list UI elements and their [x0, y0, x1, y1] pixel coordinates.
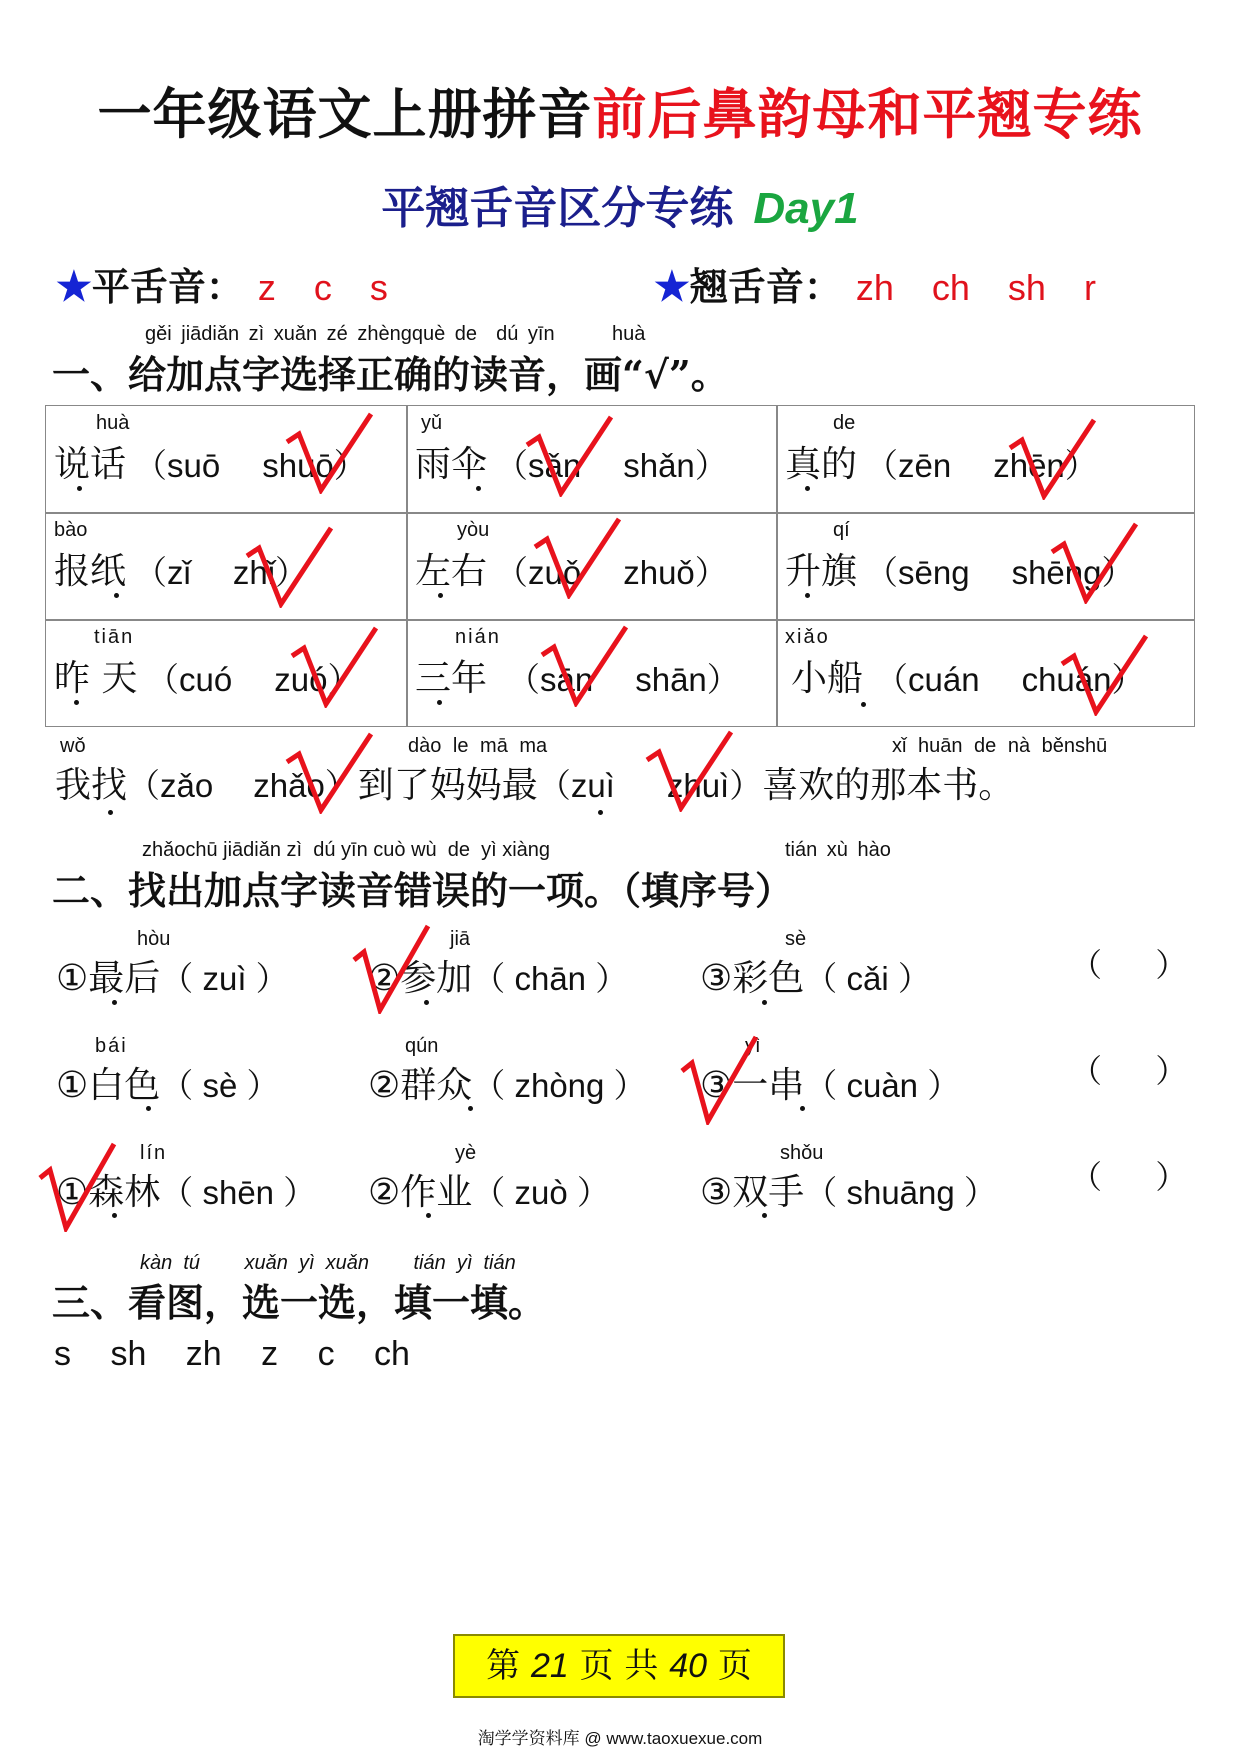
section2-pinyin-2: tián xù hào — [785, 839, 891, 861]
cell-word: 左右 — [415, 551, 488, 592]
cell-options: （zǐ zhǐ） — [134, 554, 309, 591]
section2-pinyin: zhǎochū jiādiǎn zì dú yīn cuò wù de yì xiàng — [142, 839, 551, 861]
cell-pinyin: huà — [96, 412, 130, 434]
option-1[interactable]: sǎn — [528, 447, 582, 484]
option-1[interactable]: zǐ — [167, 554, 191, 591]
category-label: 翘舌音： — [689, 264, 842, 309]
cell-word: 说话 — [54, 444, 127, 485]
cell-word: 昨 天 — [54, 658, 138, 699]
item-pinyin: yè — [455, 1142, 477, 1164]
category-flat-tongue — [56, 256, 388, 311]
star-icon: ★ — [56, 263, 92, 310]
page-indicator: 第 21 页 共 40 页 — [453, 1634, 785, 1698]
check-mark-icon — [285, 732, 375, 814]
sentence-pinyin-a: wǒ — [60, 735, 86, 757]
cell-options: （cuán chuán） — [875, 661, 1145, 698]
check-mark-icon — [285, 412, 375, 494]
cell-pinyin: nián — [455, 626, 501, 648]
question-item: ③彩色（ cǎi ） — [700, 958, 931, 999]
item-pinyin: lín — [140, 1142, 168, 1164]
option-1[interactable]: zuì — [570, 767, 615, 804]
item-pinyin: qún — [405, 1035, 439, 1057]
section3-pinyin: kàn tú xuǎn yì xuǎn tián yì tián — [140, 1252, 516, 1274]
table-cell — [46, 513, 406, 619]
option-2[interactable]: shuō — [262, 447, 334, 484]
title-black-part: 一年级语文上册拼音 — [97, 82, 593, 146]
day-label: Day1 — [753, 184, 859, 233]
cell-word: 三年 — [415, 658, 488, 699]
letter-options: s sh zh z c ch — [54, 1335, 410, 1373]
cell-pinyin: yòu — [457, 519, 490, 541]
cell-options: （sēng shēng） — [865, 554, 1135, 591]
category-values: z c s — [257, 267, 388, 308]
question-item: ③双手（ shuāng ） — [700, 1172, 997, 1213]
option-2[interactable]: chuán — [1021, 661, 1112, 698]
check-mark-icon — [245, 526, 335, 608]
option-2[interactable]: zhǎo — [253, 767, 325, 804]
cell-pinyin: yǔ — [421, 412, 443, 434]
cell-word: 雨伞 — [415, 444, 488, 485]
star-icon: ★ — [654, 263, 690, 310]
table-cell — [777, 406, 1195, 512]
option-2[interactable]: zhuì — [666, 767, 730, 804]
option-2[interactable]: zhēn — [993, 447, 1065, 484]
check-mark-icon — [680, 1035, 760, 1125]
cell-options: （sān shān） — [507, 661, 740, 698]
item-pinyin: hòu — [137, 928, 171, 950]
category-label: 平舌音： — [91, 264, 244, 309]
cell-options: （sǎn shǎn） — [495, 447, 728, 484]
cell-word: 真的 — [785, 444, 858, 485]
check-mark-icon — [1050, 522, 1140, 604]
question-item: ①森林（ shēn ） — [56, 1172, 317, 1213]
check-mark-icon — [290, 626, 380, 708]
check-mark-icon — [645, 730, 735, 812]
total-pages: 40 — [669, 1647, 708, 1685]
check-mark-icon — [1060, 634, 1150, 716]
cell-pinyin: qí — [833, 519, 850, 541]
option-1[interactable]: cuán — [908, 661, 980, 698]
page-title — [0, 72, 1240, 149]
cell-pinyin: xiǎo — [785, 626, 830, 648]
sentence-pinyin-b: dào le mā ma — [408, 735, 548, 757]
current-page: 21 — [530, 1647, 569, 1685]
option-1[interactable]: sān — [540, 661, 594, 698]
sentence-word-b: 到了妈妈最 — [357, 765, 538, 806]
page-subtitle — [0, 172, 1240, 236]
check-mark-icon — [1008, 418, 1098, 500]
category-retroflex — [654, 256, 1096, 311]
question-item: ②群众（ zhòng ） — [368, 1065, 647, 1106]
answer-blank[interactable]: （ ） — [1070, 947, 1188, 983]
option-1[interactable]: zuǒ — [528, 554, 582, 591]
section2-heading: 二、找出加点字读音错误的一项。（填序号） — [52, 868, 794, 913]
option-2[interactable]: zhuǒ — [623, 554, 695, 591]
question-item: ③一串（ cuàn ） — [700, 1065, 961, 1106]
subtitle-text: 平翘舌音区分专练 — [381, 183, 734, 234]
cell-options: （zēn zhēn） — [865, 447, 1098, 484]
cell-pinyin: bào — [54, 519, 88, 541]
sentence-word-c: 喜欢的那本书。 — [762, 765, 1015, 806]
option-1[interactable]: zēn — [898, 447, 952, 484]
question-item: ②作业（ zuò ） — [368, 1172, 610, 1213]
item-pinyin: yì — [745, 1035, 761, 1057]
cell-options: （zuǒ zhuǒ） — [495, 554, 728, 591]
answer-blank[interactable]: （ ） — [1070, 1053, 1188, 1089]
option-2[interactable]: shēng — [1011, 554, 1102, 591]
cell-options: （suō shuō） — [134, 447, 367, 484]
option-2[interactable]: shān — [635, 661, 707, 698]
answer-blank[interactable]: （ ） — [1070, 1159, 1188, 1195]
option-1[interactable]: sēng — [898, 554, 970, 591]
option-2[interactable]: zuó — [274, 661, 328, 698]
check-mark-icon — [533, 517, 623, 599]
check-mark-icon — [540, 625, 630, 707]
item-pinyin: shǒu — [780, 1142, 824, 1164]
cell-word: 升旗 — [785, 551, 858, 592]
sentence-word-a: 我找 — [55, 765, 128, 806]
cell-pinyin: de — [833, 412, 856, 434]
section3-heading: 三、看图，选一选，填一填。 — [52, 1280, 547, 1325]
option-1[interactable]: zǎo — [160, 767, 214, 804]
item-pinyin: bái — [95, 1035, 128, 1057]
question-item: ②参加（ chān ） — [368, 958, 629, 999]
question-item: ①最后（ zuì ） — [56, 958, 289, 999]
cell-word: 报纸 — [54, 551, 127, 592]
cell-options: （cuó zuó） — [146, 661, 361, 698]
option-2[interactable]: zhǐ — [232, 554, 276, 591]
option-1[interactable]: suō — [167, 447, 221, 484]
item-pinyin: jiā — [450, 928, 471, 950]
check-mark-icon — [352, 924, 432, 1014]
footer-watermark: 淘学学资料库 @ www.taoxuexue.com — [477, 1729, 763, 1748]
option-1[interactable]: cuó — [179, 661, 233, 698]
sentence-pinyin-c: xǐ huān de nà běnshū — [892, 735, 1108, 757]
section1-heading: 一、给加点字选择正确的读音，画“√”。 — [52, 352, 729, 397]
check-mark-icon — [525, 415, 615, 497]
cell-pinyin: tiān — [94, 626, 135, 648]
title-red-part: 前后鼻韵母和平翘专练 — [592, 82, 1143, 146]
option-2[interactable]: shǎn — [623, 447, 695, 484]
sentence-line: 我找（zǎo zhǎo）到了妈妈最（zuì zhuì）喜欢的那本书。 — [55, 765, 1015, 806]
item-pinyin: sè — [785, 928, 807, 950]
cell-word: 小船 — [791, 658, 864, 699]
category-values: zh ch sh r — [855, 267, 1096, 308]
check-mark-icon — [38, 1142, 118, 1232]
section1-pinyin: gěi jiādiǎn zì xuǎn zé zhèngquè de dú yīn huà — [145, 323, 646, 345]
question-item: ①白色（ sè ） — [56, 1065, 280, 1106]
